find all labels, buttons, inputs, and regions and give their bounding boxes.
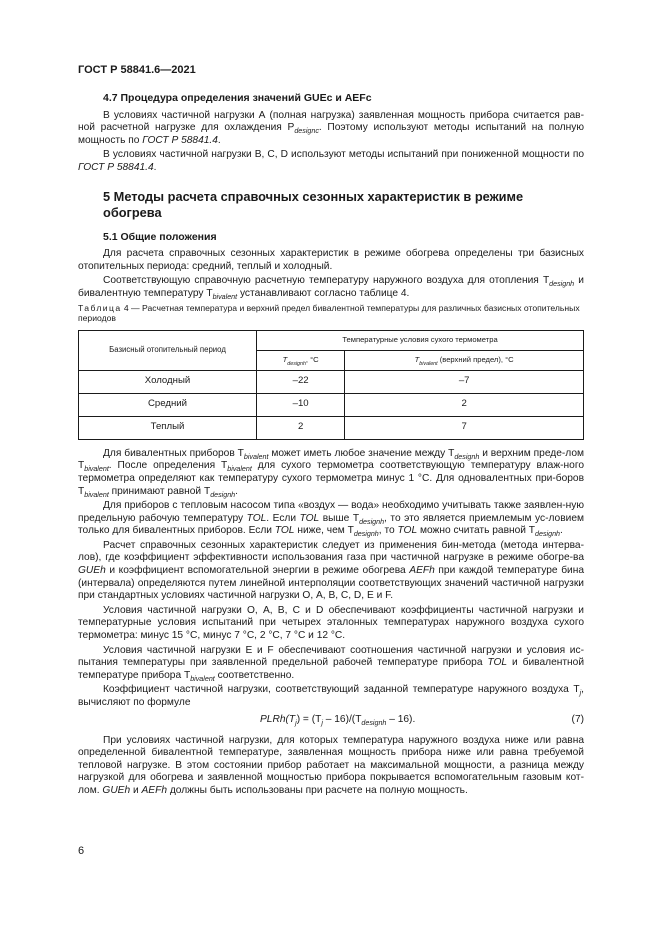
cell-period: Теплый	[79, 416, 257, 439]
table-4	[78, 330, 584, 440]
cell-tbivalent: 7	[345, 416, 584, 439]
document-header: ГОСТ Р 58841.6—2021	[78, 64, 196, 76]
formula-7	[78, 712, 584, 728]
cell-tdesignh: 2	[257, 416, 345, 439]
paragraph: Расчет справочных сезонных характеристик следует из применения бин-метода (метода интерва-лов), где коэффициент эффективности использования газа при частичной нагрузке в режиме обогре-ва GUEh и коэффициент вспомогательной энергии в режиме обогрева AEFh при каждой температуре бина (интервала) определяются путем линейной интерполяции соответствующих значений частичной нагрузки при стандартных условиях частичной нагрузки О, А, В, С, D, Е и F.	[78, 539, 585, 602]
table-header-group: Температурные условия сухого термометра	[257, 330, 584, 350]
table-header-tbivalent: $T_{bivalent}$ (верхний предел), °С	[345, 350, 584, 370]
cell-tbivalent: 2	[345, 393, 584, 416]
paragraph: При условиях частичной нагрузки, для которых температура наружного воздуха ниже или равна определенной бивалентной температуре, заявленная мощность прибора ниже или равна требуемой тепловой нагрузке. В этом состоянии прибор работает на максимальной мощности, а разница между нагрузкой для обогрева и заявленной мощностью прибора покрывается вспомогательным газовым кот-лом. GUEh и AEFh должны быть использованы при расчете на полную мощность.	[78, 734, 584, 796]
table-row	[79, 416, 584, 439]
formula-expression: $PLRh(T_j) = (T_j - 16)/(T_{designh} - 16)$.	[260, 713, 416, 727]
paragraph: Условия частичной нагрузки Е и F обеспечивают соотношения частичной нагрузки и условия ис-пытания температуры при заявленной предельной рабочей температуре прибора TOL и бивалентной температуре прибора $T_{bivalent}$ соответственно.	[78, 644, 585, 683]
paragraph: Для расчета справочных сезонных характеристик в режиме обогрева определены три базисных отопительных периода: средний, теплый и холодный.	[78, 248, 584, 272]
cell-period: Средний	[79, 393, 257, 416]
paragraph: В условиях частичной нагрузки B, C, D используют методы испытаний при пониженной мощности по ГОСТ Р 58841.4.	[78, 149, 584, 173]
cell-tdesignh: –10	[257, 393, 345, 416]
paragraph: Для приборов с тепловым насосом типа «воздух — вода» необходимо учитывать также заявлен-ную предельную рабочую температуру TOL. Если TOL выше $T_{designh}$, то это является приемлемым ус-ловием только для бивалентных приборов. Если TOL ниже, чем $T_{designh}$, то TOL можно считать равной $T_{designh}$.	[78, 500, 584, 539]
section-5-1-title: 5.1 Общие положения	[103, 230, 217, 243]
paragraph: В условиях частичной нагрузки А (полная нагрузка) заявленная мощность прибора считается рав-ной расчетной нагрузке для охлаждения $P_{designc}$. Поэтому используют методы испытаний на полную мощность по ГОСТ Р 58841.4.	[78, 109, 584, 146]
paragraph: Соответствующую справочную расчетную температуру наружного воздуха для отопления $T_{designh}$ и бивалентную температуру $T_{bivalent}$ устанавливают согласно таблице 4.	[78, 275, 584, 301]
table-caption: Таблица 4 — Расчетная температура и верхний предел бивалентной температуры для различных базисных отопительных периодов	[78, 302, 580, 324]
table-row	[79, 393, 584, 416]
cell-tbivalent: –7	[345, 370, 584, 393]
cell-tdesignh: –22	[257, 370, 345, 393]
cell-period: Холодный	[79, 370, 257, 393]
paragraph: Для бивалентных приборов $T_{bivalent}$ может иметь любое значение между $T_{designh}$ и верхним преде-лом $T_{bivalent}$. После определения $T_{bivalent}$ для сухого термометра соответствующую температуру влаж-ного термометра определяют как температуру сухого термометра минус 1 °С. Для одновалентных при-боров $T_{bivalent}$ принимают равной $T_{designh}$.	[78, 447, 584, 499]
section-5-title: 5 Методы расчета справочных сезонных характеристик в режиме обогрева	[103, 188, 524, 220]
paragraph: Коэффициент частичной нагрузки, соответствующий заданной температуре наружного воздуха $T_j$, вычисляют по формуле	[78, 684, 584, 708]
page-number: 6	[78, 845, 85, 857]
section-4-7-title: 4.7 Процедура определения значений GUEc и AEFc	[103, 92, 372, 104]
table-header-period: Базисный отопительный период	[79, 330, 257, 370]
table-header-tdesignh: $T_{designh}$, °С	[257, 350, 345, 370]
formula-number: (7)	[571, 713, 584, 725]
table-row	[79, 370, 584, 393]
paragraph: Условия частичной нагрузки О, А, В, С и D обеспечивают коэффициенты частичной нагрузки и температурные условия испытаний при четырех эталонных температурах наружного воздуха сухого термометра: минус 15 °С, минус 7 °С, 2 °С, 7 °С и 12 °С.	[78, 604, 584, 642]
page-content	[78, 92, 584, 800]
